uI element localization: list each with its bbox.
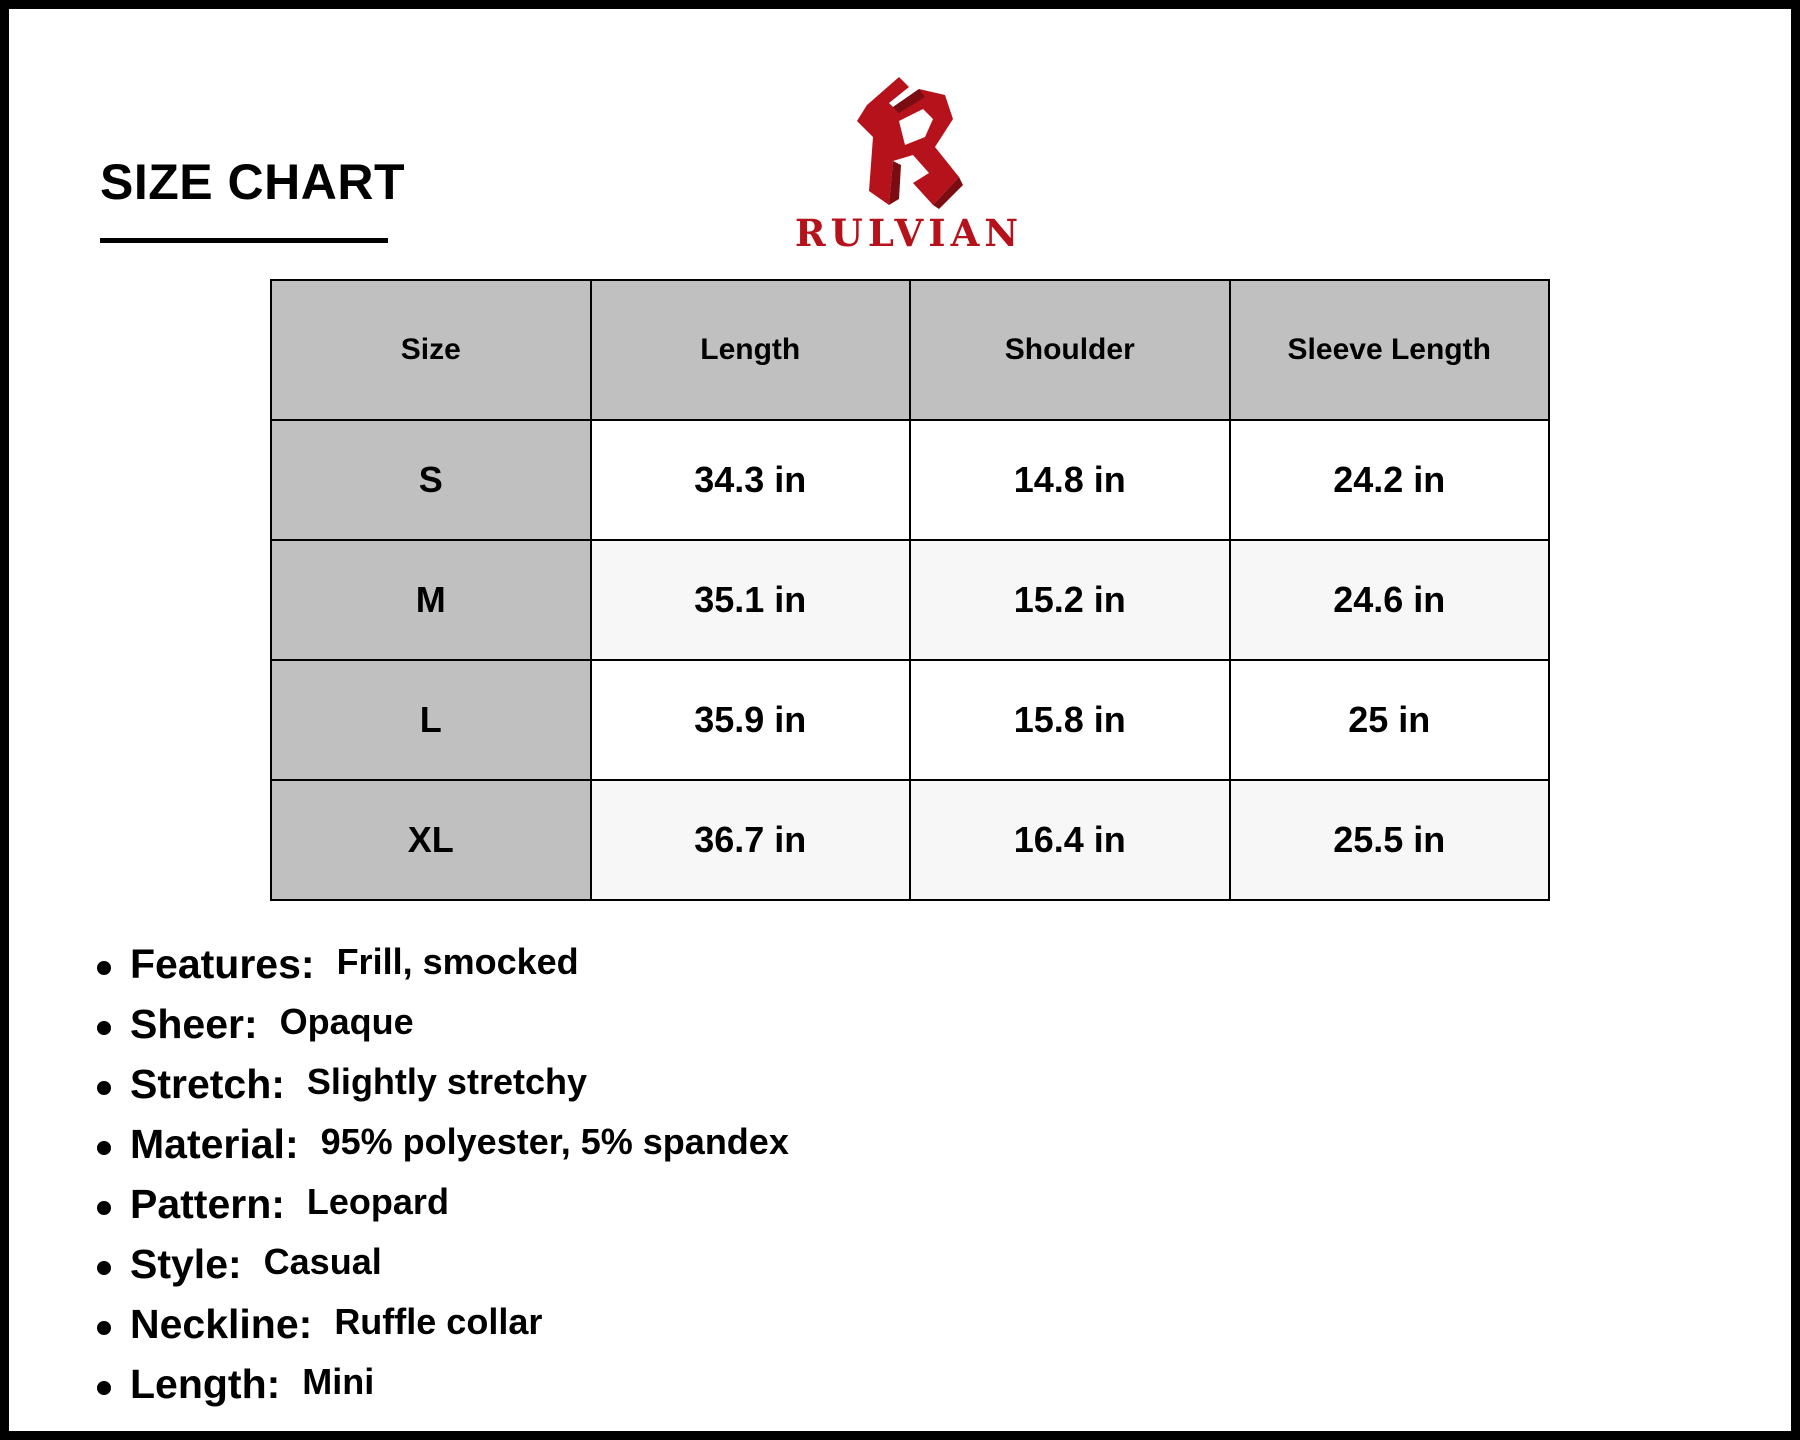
- column-header-sleeve-length: Sleeve Length: [1230, 280, 1550, 420]
- brand-name: RULVIAN: [794, 211, 1024, 255]
- feature-value: Leopard: [306, 1181, 449, 1222]
- feature-label: Style:: [130, 1241, 242, 1287]
- list-item: [97, 1001, 1297, 1064]
- sleeve-length-cell: 25 in: [1230, 660, 1550, 780]
- shoulder-cell: 16.4 in: [910, 780, 1230, 900]
- bullet-icon: [97, 1321, 111, 1335]
- table-row: [271, 540, 1549, 660]
- bullet-icon: [97, 1261, 111, 1275]
- bullet-icon: [97, 1021, 111, 1035]
- column-header-shoulder: Shoulder: [910, 280, 1230, 420]
- feature-value: 95% polyester, 5% spandex: [320, 1121, 789, 1162]
- shoulder-cell: 15.8 in: [910, 660, 1230, 780]
- feature-value: Casual: [263, 1241, 382, 1282]
- length-cell: 35.9 in: [591, 660, 911, 780]
- size-table: [270, 279, 1550, 901]
- size-cell: S: [271, 420, 591, 540]
- bullet-icon: [97, 961, 111, 975]
- table-row: [271, 660, 1549, 780]
- bullet-icon: [97, 1081, 111, 1095]
- brand-logo: [789, 73, 1039, 253]
- table-header-row: [271, 280, 1549, 420]
- feature-value: Frill, smocked: [336, 941, 579, 982]
- shoulder-cell: 14.8 in: [910, 420, 1230, 540]
- page-title: SIZE CHART: [100, 154, 405, 210]
- feature-label: Stretch:: [130, 1061, 285, 1107]
- feature-label: Pattern:: [130, 1181, 285, 1227]
- bullet-icon: [97, 1201, 111, 1215]
- feature-value: Mini: [302, 1361, 375, 1402]
- feature-label: Sheer:: [130, 1001, 258, 1047]
- column-header-size: Size: [271, 280, 591, 420]
- size-cell: L: [271, 660, 591, 780]
- sleeve-length-cell: 24.6 in: [1230, 540, 1550, 660]
- table-row: [271, 420, 1549, 540]
- sleeve-length-cell: 25.5 in: [1230, 780, 1550, 900]
- sleeve-length-cell: 24.2 in: [1230, 420, 1550, 540]
- size-cell: M: [271, 540, 591, 660]
- list-item: [97, 941, 1297, 1004]
- list-item: [97, 1181, 1297, 1244]
- feature-label: Material:: [130, 1121, 299, 1167]
- size-cell: XL: [271, 780, 591, 900]
- length-cell: 35.1 in: [591, 540, 911, 660]
- length-cell: 36.7 in: [591, 780, 911, 900]
- list-item: [97, 1301, 1297, 1364]
- list-item: [97, 1361, 1297, 1424]
- title-underline: [100, 238, 388, 243]
- feature-list: [97, 941, 1297, 1424]
- bullet-icon: [97, 1141, 111, 1155]
- feature-value: Slightly stretchy: [306, 1061, 587, 1102]
- feature-label: Length:: [130, 1361, 281, 1407]
- list-item: [97, 1241, 1297, 1304]
- feature-value: Ruffle collar: [334, 1301, 543, 1342]
- list-item: [97, 1121, 1297, 1184]
- table-row: [271, 780, 1549, 900]
- column-header-length: Length: [591, 280, 911, 420]
- length-cell: 34.3 in: [591, 420, 911, 540]
- feature-value: Opaque: [279, 1001, 414, 1042]
- feature-label: Neckline:: [130, 1301, 313, 1347]
- list-item: [97, 1061, 1297, 1124]
- feature-label: Features:: [130, 941, 315, 987]
- rulvian-r-logo-icon: [849, 73, 979, 211]
- shoulder-cell: 15.2 in: [910, 540, 1230, 660]
- bullet-icon: [97, 1381, 111, 1395]
